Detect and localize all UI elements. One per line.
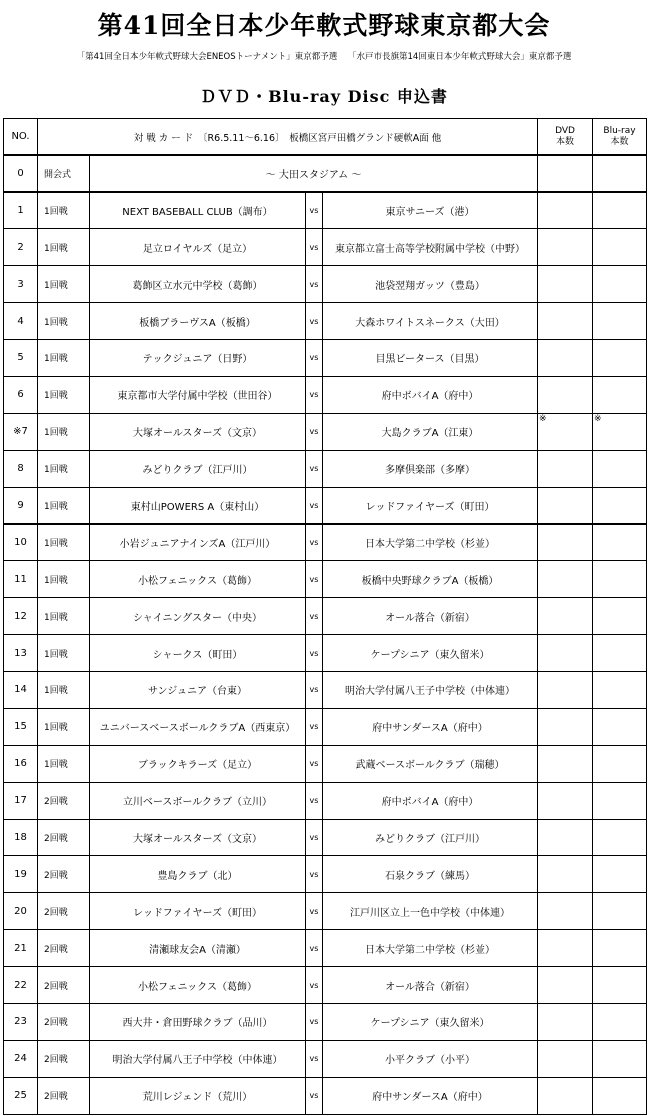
dvd-count-cell[interactable] [538,856,593,893]
row-round: 1回戦 [38,598,90,635]
away-team: 明治大学付属八王子中学校（中体連） [323,671,538,708]
table-row [4,782,647,819]
table-header-row [4,119,647,156]
home-team: 荒川レジェンド（荒川） [90,1077,306,1114]
row-round: 1回戦 [38,192,90,229]
table-row [4,376,647,413]
away-team: 石泉クラブ（練馬） [323,856,538,893]
vs-label: vs [306,782,323,819]
row-no: 9 [4,487,38,524]
dvd-count-cell[interactable] [538,1040,593,1077]
dvd-count-cell[interactable] [538,229,593,266]
row-no: 2 [4,229,38,266]
row-round: 1回戦 [38,339,90,376]
home-team: 立川ベースボールクラブ（立川） [90,782,306,819]
home-team: 清瀬球友会A（清瀬） [90,930,306,967]
home-team: NEXT BASEBALL CLUB（調布） [90,192,306,229]
dvd-count-cell[interactable] [538,1003,593,1040]
table-row [4,930,647,967]
home-team: 豊島クラブ（北） [90,856,306,893]
away-team: 池袋翌翔ガッツ（豊島） [323,266,538,303]
away-team: 東京都立富士高等学校附属中学校（中野） [323,229,538,266]
bluray-count-cell[interactable] [593,856,647,893]
dvd-count-cell[interactable] [538,487,593,524]
subtitle-right: 「水戸市長旗第14回東日本少年軟式野球大会」東京都予選 [348,52,572,62]
bluray-count-cell[interactable] [593,450,647,487]
bluray-count-cell[interactable] [593,745,647,782]
vs-label: vs [306,303,323,340]
opening-venue: ～ 大田スタジアム ～ [90,155,538,192]
vs-label: vs [306,967,323,1004]
vs-label: vs [306,1040,323,1077]
row-round: 1回戦 [38,708,90,745]
row-round: 1回戦 [38,303,90,340]
row-no: 1 [4,192,38,229]
row-no: 18 [4,819,38,856]
bluray-count-cell[interactable] [593,967,647,1004]
dvd-count-cell[interactable] [538,376,593,413]
table-row [4,1077,647,1114]
away-team: オール落合（新宿） [323,598,538,635]
row-round: 1回戦 [38,635,90,672]
away-team: 多摩倶楽部（多摩） [323,450,538,487]
row-round: 2回戦 [38,782,90,819]
bluray-count-cell[interactable] [593,339,647,376]
bluray-count-cell[interactable] [593,598,647,635]
header-dvd-count [538,119,593,156]
row-round: 1回戦 [38,671,90,708]
row-round: 2回戦 [38,1077,90,1114]
dvd-count-cell[interactable] [538,782,593,819]
dvd-count-cell[interactable] [538,671,593,708]
dvd-count-cell[interactable] [538,930,593,967]
table-row [4,635,647,672]
vs-label: vs [306,671,323,708]
header-dvd-unit: 本数 [556,136,575,147]
form-title: ＤＶＤ・Blu-ray Disc 申込書 [200,87,448,106]
dvd-count-cell[interactable] [538,266,593,303]
bluray-count-cell[interactable] [593,930,647,967]
home-team: 西大井・倉田野球クラブ（品川） [90,1003,306,1040]
table-row [4,893,647,930]
vs-label: vs [306,893,323,930]
table-row [4,524,647,561]
dvd-count-cell[interactable] [538,192,593,229]
vs-label: vs [306,339,323,376]
bluray-count-cell[interactable] [593,524,647,561]
dvd-count-cell[interactable] [538,524,593,561]
bluray-count-cell[interactable] [593,708,647,745]
row-no: 12 [4,598,38,635]
bluray-count-cell[interactable] [593,192,647,229]
away-team: 東京サニーズ（港） [323,192,538,229]
bluray-count-cell[interactable] [593,819,647,856]
dvd-count-cell[interactable] [538,1077,593,1114]
home-team: 明治大学付属八王子中学校（中体連） [90,1040,306,1077]
vs-label: vs [306,1077,323,1114]
home-team: テックジュニア（日野） [90,339,306,376]
away-team: 大森ホワイトスネークス（大田） [323,303,538,340]
away-team: 府中ボバイA（府中） [323,782,538,819]
away-team: ケープシニア（東久留米） [323,635,538,672]
vs-label: vs [306,708,323,745]
row-no: 10 [4,524,38,561]
dvd-count-cell[interactable] [538,708,593,745]
row-round: 1回戦 [38,450,90,487]
table-row [4,856,647,893]
vs-label: vs [306,524,323,561]
row-round: 2回戦 [38,1040,90,1077]
row-no: 16 [4,745,38,782]
away-team: 日本大学第二中学校（杉並） [323,524,538,561]
row-no: 19 [4,856,38,893]
row-no: 4 [4,303,38,340]
away-team: オール落合（新宿） [323,967,538,1004]
bluray-count-cell[interactable] [593,671,647,708]
away-team: 小平クラブ（小平） [323,1040,538,1077]
header-bluray-count [593,119,647,156]
dvd-count-cell[interactable] [538,819,593,856]
row-no: 20 [4,893,38,930]
away-team: 府中サンダースA（府中） [323,1077,538,1114]
row-no: 14 [4,671,38,708]
away-team: 日本大学第二中学校（杉並） [323,930,538,967]
vs-label: vs [306,487,323,524]
row-no: 25 [4,1077,38,1114]
subtitle [0,50,648,62]
home-team: 小岩ジュニアナインズA（江戸川） [90,524,306,561]
row-no: 22 [4,967,38,1004]
bluray-count-cell[interactable] [593,155,647,192]
home-team: 足立ロイヤルズ（足立） [90,229,306,266]
subtitle-left: 「第41回全日本少年軟式野球大会ENEOSトーナメント」東京都予選 [76,52,338,62]
home-team: 小松フェニックス（葛飾） [90,561,306,598]
table-row [4,339,647,376]
table-row [4,1040,647,1077]
bluray-count-cell[interactable] [593,561,647,598]
table-row [4,450,647,487]
table-row [4,303,647,340]
row-round: 1回戦 [38,487,90,524]
home-team: 板橋ブラーヴスA（板橋） [90,303,306,340]
vs-label: vs [306,598,323,635]
dvd-count-cell[interactable] [538,893,593,930]
vs-label: vs [306,1003,323,1040]
row-no: 3 [4,266,38,303]
table-row [4,819,647,856]
bluray-count-cell[interactable] [593,376,647,413]
dvd-count-cell[interactable] [538,745,593,782]
bluray-count-cell[interactable] [593,635,647,672]
away-team: 武蔵ベースボールクラブ（瑞穂） [323,745,538,782]
table-row [4,745,647,782]
away-team: 江戸川区立上一色中学校（中体連） [323,893,538,930]
header-no: NO. [4,119,38,156]
bluray-count-cell[interactable] [593,266,647,303]
dvd-count-cell[interactable] [538,303,593,340]
bluray-count-cell[interactable] [593,1003,647,1040]
row-no: 6 [4,376,38,413]
home-team: ブラックキラーズ（足立） [90,745,306,782]
row-round: 2回戦 [38,893,90,930]
home-team: 葛飾区立水元中学校（葛飾） [90,266,306,303]
bluray-count-cell[interactable] [593,1077,647,1114]
row-no: 15 [4,708,38,745]
table-row [4,487,647,524]
away-team: 目黒ビータース（目黒） [323,339,538,376]
row-no: 21 [4,930,38,967]
vs-label: vs [306,229,323,266]
header-match-card: 対 戦 カ ー ド 〔R6.5.11～6.16〕 板橋区宮戸田橋グランド硬軟A面 他 [38,119,538,156]
row-round: 2回戦 [38,1003,90,1040]
vs-label: vs [306,413,323,450]
vs-label: vs [306,192,323,229]
bluray-count-cell[interactable] [593,487,647,524]
row-round: 2回戦 [38,930,90,967]
home-team: みどりクラブ（江戸川） [90,450,306,487]
bluray-count-cell[interactable] [593,782,647,819]
row-no: 11 [4,561,38,598]
bluray-count-cell[interactable] [593,303,647,340]
row-no: 5 [4,339,38,376]
away-team: 府中ボバイA（府中） [323,376,538,413]
vs-label: vs [306,745,323,782]
table-row [4,192,647,229]
home-team: 東京都市大学付属中学校（世田谷） [90,376,306,413]
home-team: 大塚オールスターズ（文京） [90,819,306,856]
row-no: ※7 [4,413,38,450]
dvd-count-cell[interactable] [538,561,593,598]
vs-label: vs [306,856,323,893]
home-team: 小松フェニックス（葛飾） [90,967,306,1004]
vs-label: vs [306,450,323,487]
away-team: レッドファイヤーズ（町田） [323,487,538,524]
row-no: 23 [4,1003,38,1040]
away-team: 板橋中央野球クラブA（板橋） [323,561,538,598]
header-bluray-label: Blu-ray [603,125,636,136]
row-round: 1回戦 [38,229,90,266]
row-round: 1回戦 [38,266,90,303]
row-round: 開会式 [38,155,90,192]
home-team: 大塚オールスターズ（文京） [90,413,306,450]
bluray-count-cell[interactable]: ※ [593,413,647,450]
dvd-count-cell[interactable] [538,339,593,376]
row-round: 1回戦 [38,376,90,413]
home-team: サンジュニア（台東） [90,671,306,708]
vs-label: vs [306,266,323,303]
bluray-count-cell[interactable] [593,1040,647,1077]
home-team: ユニバースベースボールクラブA（西東京） [90,708,306,745]
table-row [4,229,647,266]
order-table [3,118,647,1115]
table-row [4,266,647,303]
row-round: 1回戦 [38,524,90,561]
row-no: 17 [4,782,38,819]
vs-label: vs [306,376,323,413]
page-title: 第41回全日本少年軟式野球東京都大会 [97,11,551,40]
table-row [4,967,647,1004]
header-bluray-unit: 本数 [610,136,629,147]
away-team: 大島クラブA（江東） [323,413,538,450]
row-round: 2回戦 [38,967,90,1004]
vs-label: vs [306,635,323,672]
vs-label: vs [306,930,323,967]
row-round: 1回戦 [38,413,90,450]
row-no: 8 [4,450,38,487]
table-row [4,671,647,708]
dvd-count-cell[interactable] [538,155,593,192]
away-team: ケープシニア（東久留米） [323,1003,538,1040]
row-no: 24 [4,1040,38,1077]
dvd-count-cell[interactable] [538,598,593,635]
row-round: 2回戦 [38,856,90,893]
header-dvd-label: DVD [555,125,575,136]
dvd-count-cell[interactable] [538,635,593,672]
row-round: 2回戦 [38,819,90,856]
opening-row [4,155,647,192]
vs-label: vs [306,561,323,598]
dvd-count-cell[interactable] [538,967,593,1004]
table-row [4,708,647,745]
row-no: 13 [4,635,38,672]
table-row [4,1003,647,1040]
home-team: レッドファイヤーズ（町田） [90,893,306,930]
row-round: 1回戦 [38,561,90,598]
home-team: シャイニングスター（中央） [90,598,306,635]
row-no: 0 [4,155,38,192]
home-team: シャークス（町田） [90,635,306,672]
table-row [4,598,647,635]
bluray-count-cell[interactable] [593,229,647,266]
away-team: 府中サンダースA（府中） [323,708,538,745]
row-round: 1回戦 [38,745,90,782]
table-row [4,561,647,598]
bluray-count-cell[interactable] [593,893,647,930]
table-row [4,413,647,450]
away-team: みどりクラブ（江戸川） [323,819,538,856]
home-team: 東村山POWERS A（東村山） [90,487,306,524]
dvd-count-cell[interactable] [538,450,593,487]
vs-label: vs [306,819,323,856]
dvd-count-cell[interactable]: ※ [538,413,593,450]
